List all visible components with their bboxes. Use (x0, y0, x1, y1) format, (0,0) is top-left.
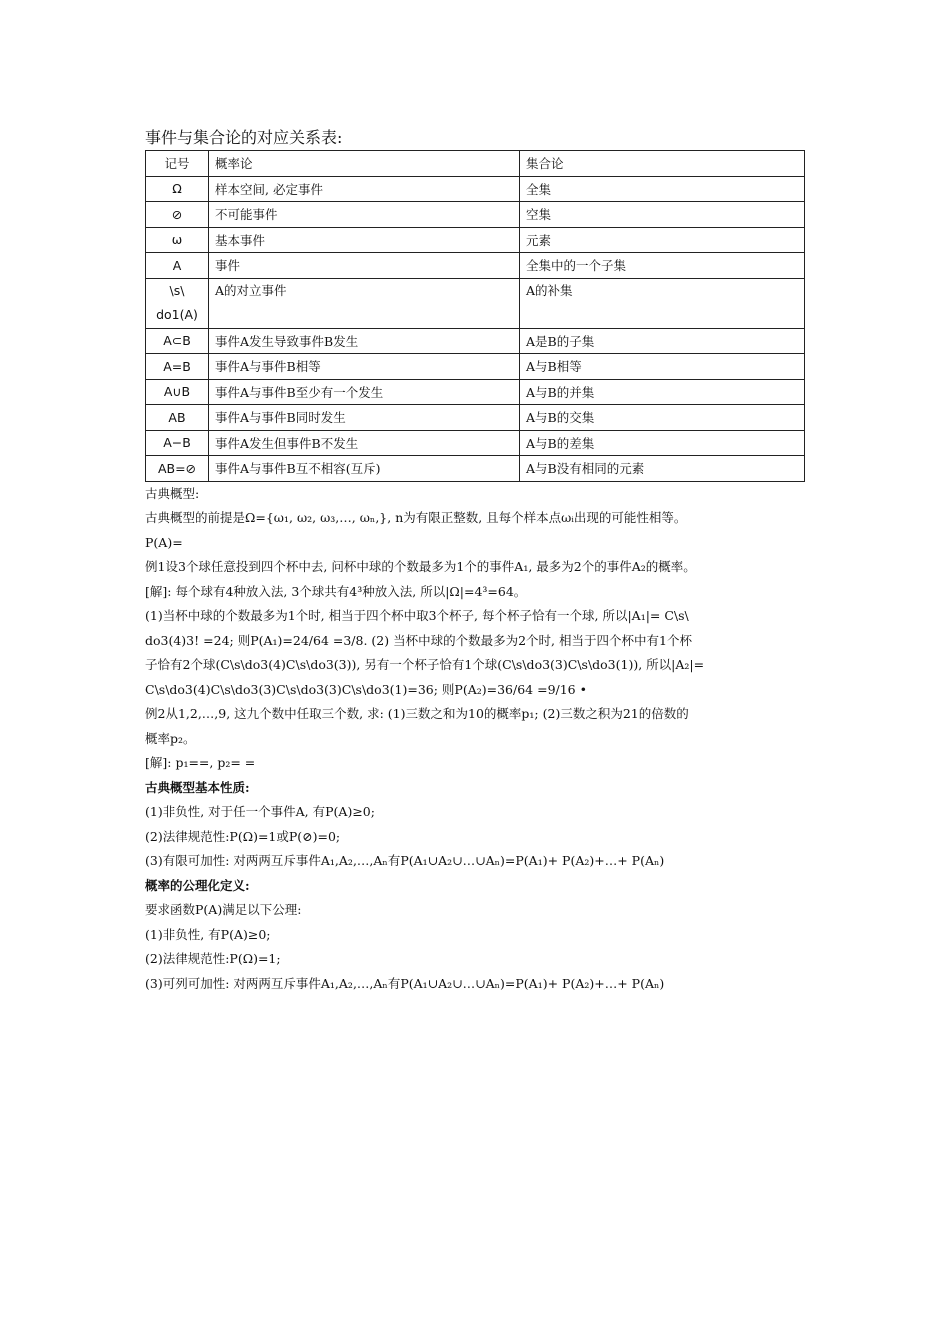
axiom-title: 概率的公理化定义: (145, 877, 250, 893)
row-set-theory: A与B没有相同的元素 (520, 456, 805, 482)
row-probability: 事件A发生导致事件B发生 (209, 328, 520, 354)
row-symbol: AB (146, 405, 209, 431)
row-symbol-line2: do1(A) (156, 306, 198, 322)
row-set-theory: 全集中的一个子集 (520, 253, 805, 279)
row-probability-text: A的对立事件 (215, 282, 287, 298)
table-row (146, 354, 805, 380)
solution-1-line2: do3(4)3! =24; 则P(A₁)=24/64 =3/8. (2) 当杯中球的个数最多为2个时, 相当于四个杯中有1个杯 (145, 632, 692, 648)
axiom-property-2: (2)法律规范性:P(Ω)=1; (145, 951, 281, 966)
example-2-line2: 概率p₂。 (145, 730, 196, 746)
document-page (145, 128, 805, 996)
axiom-property-3: (3)可列可加性: 对两两互斥事件A₁,A₂,…,Aₙ有P(A₁∪A₂∪…∪Aₙ)=P(A₁)+ P(A₂)+…+ P(Aₙ) (145, 975, 665, 991)
row-symbol: A=B (146, 354, 209, 380)
row-probability: 不可能事件 (209, 202, 520, 228)
axiom-property-1: (1)非负性, 有P(A)≥0; (145, 926, 271, 942)
row-set-theory: A是B的子集 (520, 328, 805, 354)
solution-1: [解]: 每个球有4种放入法, 3个球共有4³种放入法, 所以|Ω|=4³=64。 (145, 583, 527, 599)
solution-2: [解]: p₁==, p₂= = (145, 755, 256, 770)
classical-title: 古典概型: (145, 485, 200, 501)
classical-premise: 古典概型的前提是Ω={ω₁, ω₂, ω₃,…, ωₙ,}, n为有限正整数, 且每个样本点ωᵢ出现的可能性相等。 (145, 510, 687, 525)
table-row (146, 176, 805, 202)
table-row (146, 456, 805, 482)
solution-1-line3: 子恰有2个球(C\s\do3(4)C\s\do3(3)), 另有一个杯子恰有1个球(C\s\do3(3)C\s\do3(1)), 所以|A₂|= (145, 657, 705, 672)
example-1: 例1设3个球任意投到四个杯中去, 问杯中球的个数最多为1个的事件A₁, 最多为2个的事件A₂的概率。 (145, 559, 696, 574)
row-set-theory: A与B的差集 (520, 430, 805, 456)
table-row (146, 430, 805, 456)
row-set-theory: A与B相等 (520, 354, 805, 380)
row-symbol: A (146, 253, 209, 279)
basic-property-1: (1)非负性, 对于任一个事件A, 有P(A)≥0; (145, 804, 375, 819)
probability-formula: P(A)= (145, 534, 183, 550)
row-symbol: A−B (146, 430, 209, 456)
example-2-line1: 例2从1,2,…,9, 这九个数中任取三个数, 求: (1)三数之和为10的概率p₁; (2)三数之积为21的倍数的 (145, 706, 689, 721)
table-row (146, 328, 805, 354)
table-row (146, 379, 805, 405)
table-row (146, 253, 805, 279)
row-set-theory: A与B的并集 (520, 379, 805, 405)
row-symbol-line1: \s\ (169, 282, 185, 298)
row-set-theory-text: A的补集 (526, 282, 573, 298)
row-symbol (146, 278, 209, 328)
table-row (146, 278, 805, 328)
row-symbol: ⊘ (146, 202, 209, 228)
row-probability: 基本事件 (209, 227, 520, 253)
row-symbol: ω (146, 227, 209, 253)
table-row (146, 227, 805, 253)
solution-1-line4: C\s\do3(4)C\s\do3(3)C\s\do3(3)C\s\do3(1)=36; 则P(A₂)=36/64 =9/16 • (145, 681, 587, 697)
row-set-theory: 空集 (520, 202, 805, 228)
table-row (146, 405, 805, 431)
row-set-theory (520, 278, 805, 328)
basic-property-2: (2)法律规范性:P(Ω)=1或P(⊘)=0; (145, 828, 341, 844)
row-probability: 样本空间, 必定事件 (209, 176, 520, 202)
row-symbol: Ω (146, 176, 209, 202)
row-probability (209, 278, 520, 328)
axiom-requirement: 要求函数P(A)满足以下公理: (145, 902, 302, 917)
row-probability: 事件A与事件B相等 (209, 354, 520, 380)
row-probability: 事件A与事件B至少有一个发生 (209, 379, 520, 405)
correspondence-table (145, 150, 805, 482)
row-symbol: AB=⊘ (146, 456, 209, 482)
row-symbol: A⊂B (146, 328, 209, 354)
row-probability: 事件A与事件B互不相容(互斥) (209, 456, 520, 482)
basic-property-3: (3)有限可加性: 对两两互斥事件A₁,A₂,…,Aₙ有P(A₁∪A₂∪…∪Aₙ)=P(A₁)+ P(A₂)+…+ P(Aₙ) (145, 853, 665, 868)
solution-1-line1: (1)当杯中球的个数最多为1个时, 相当于四个杯中取3个杯子, 每个杯子恰有一个球, 所以|A₁|= C\s\ (145, 608, 689, 623)
table-header-row (146, 151, 805, 177)
header-probability: 概率论 (209, 151, 520, 177)
table-row (146, 202, 805, 228)
row-set-theory: A与B的交集 (520, 405, 805, 431)
row-symbol: A∪B (146, 379, 209, 405)
header-symbol: 记号 (146, 151, 209, 177)
row-set-theory: 全集 (520, 176, 805, 202)
table-heading: 事件与集合论的对应关系表: (145, 128, 343, 147)
row-probability: 事件 (209, 253, 520, 279)
header-set-theory: 集合论 (520, 151, 805, 177)
basic-properties-title: 古典概型基本性质: (145, 779, 250, 795)
row-probability: 事件A发生但事件B不发生 (209, 430, 520, 456)
row-probability: 事件A与事件B同时发生 (209, 405, 520, 431)
row-set-theory: 元素 (520, 227, 805, 253)
